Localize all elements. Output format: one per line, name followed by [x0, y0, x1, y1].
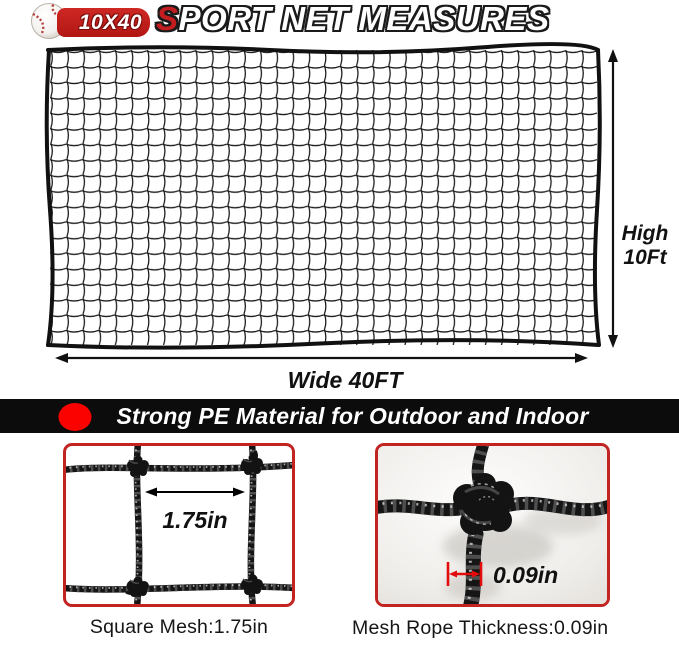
page-title [156, 0, 549, 40]
width-label: Wide 40FT [287, 367, 403, 393]
size-badge [57, 8, 150, 37]
title-rest: PORT NET MEASURES [178, 0, 550, 37]
rope-measure-label: 0.09in [493, 562, 559, 588]
mesh-detail-card [63, 443, 295, 607]
bullet-icon [57, 402, 93, 432]
size-badge-label: 10X40 [78, 10, 143, 34]
width-arrow [55, 353, 588, 363]
net-svg [0, 40, 679, 400]
rope-caption: Mesh Rope Thickness:0.09in [352, 617, 609, 639]
title-first-letter: S [156, 0, 179, 37]
rope-detail-illustration [378, 446, 607, 604]
mesh-measure-label: 1.75in [162, 507, 228, 533]
height-label-word: High [621, 222, 669, 245]
height-label [612, 222, 678, 270]
feature-banner [0, 399, 679, 433]
height-label-value: 10Ft [623, 246, 667, 269]
banner-text: Strong PE Material for Outdoor and Indoor [116, 402, 589, 429]
height-arrow [608, 49, 618, 348]
header [0, 0, 679, 42]
net-mesh [50, 50, 597, 345]
mesh-measure-arrow [145, 488, 245, 497]
rope-detail-card [375, 443, 610, 607]
net-figure [0, 40, 679, 400]
mesh-caption: Square Mesh:1.75in [89, 616, 269, 638]
mesh-detail-illustration [66, 446, 292, 604]
